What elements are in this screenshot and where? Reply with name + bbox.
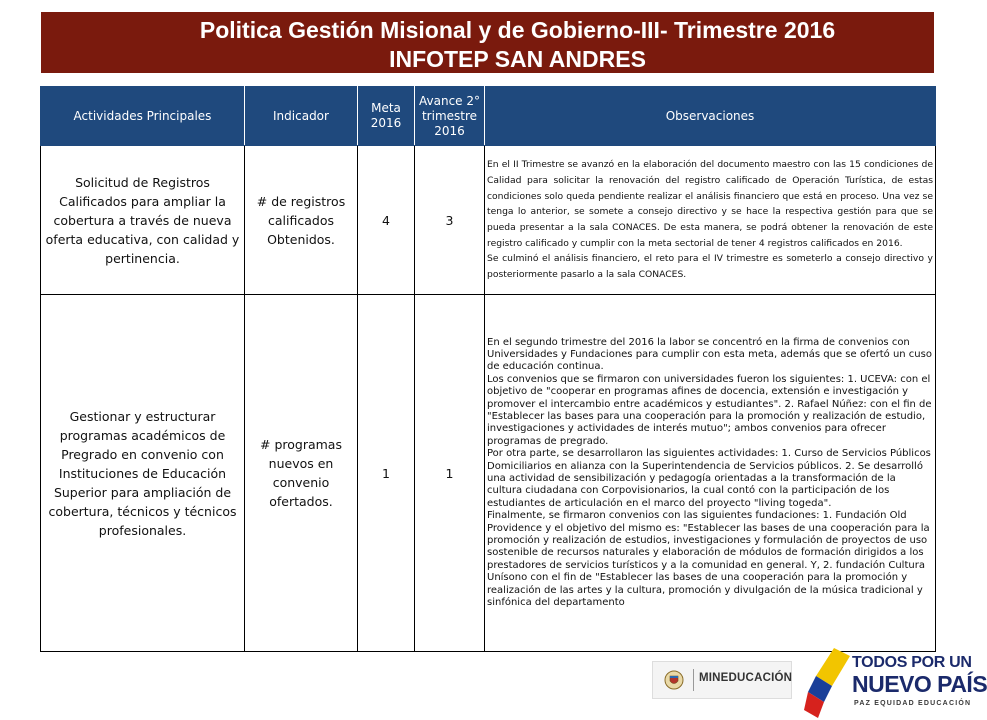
observation-paragraph: En el II Trimestre se avanzó en la elaboración del documento maestro con las 15 condiciones de Calidad para solicitar la renovación del registro calificado de Operación Turística, de estas condiciones solo queda pendiente realizar el análisis financiero que está en proceso. Una vez se tenga lo anterior, se somete a consejo directivo y se hace la respectiva gestión para que se pueda presentar a la sala CONACES. De esta manera, se podrá obtener la renovación de este registro calificado y cumplir con la meta sectorial de tener 4 registros calificados en 2016. [487,159,933,249]
cell-indicador: # programas nuevos en convenio ofertados. [245,295,358,652]
mineducacion-logo [652,661,792,699]
title-banner [41,12,934,73]
cell-observaciones [485,146,936,295]
todos-line3: PAZ EQUIDAD EDUCACIÓN [854,700,972,707]
activities-table [40,86,936,652]
page-subtitle: INFOTEP SAN ANDRES [389,46,646,72]
cell-meta: 1 [358,295,415,652]
mineducacion-label: MINEDUCACIÓN [699,672,793,684]
observation-paragraph: Por otra parte, se desarrollaron las siguientes actividades: 1. Curso de Servicios Públicos Domiciliarios en alianza con la Superintendencia de Servicios públicos. 2. Se desarrolló una actividad de sensibilización y pedagogía orientadas a la transformación de la cultura ciudadana con Corpovisionarios, la cual contó con la participación de los estudiantes de articulación en el marco del proyecto "living togeda". [487,448,931,509]
observation-paragraph: Los convenios que se firmaron con universidades fueron los siguientes: 1. UCEVA: con el objetivo de "cooperar en programas afines de docencia, extensión e investigación y promover el intercambio entre académicos y estudiantes". 2. Rafael Núñez: con el fin de "Establecer las bases para una cooperación para la promoción y realización de estudio, investigaciones y actividades de interés mutuo"; ambos convenios para ofrecer programas de pregrado. [487,373,932,447]
cell-observaciones [485,295,936,652]
cell-avance: 1 [415,295,485,652]
table-row [41,295,936,652]
logo-divider [693,669,694,691]
todos-por-un-nuevo-pais-logo [804,646,987,720]
page-title: Politica Gestión Misional y de Gobierno-III- Trimestre 2016 [199,17,836,43]
col-header-meta: Meta 2016 [358,87,415,146]
observation-paragraph: Se culminó el análisis financiero, el reto para el IV trimestre es someterlo a consejo directivo y posteriormente pasarlo a la sala CONACES. [487,253,933,281]
table-header-row [41,87,936,146]
observation-paragraph: En el segundo trimestre del 2016 la labor se concentró en la firma de convenios con Universidades y Fundaciones para cumplir con esta meta, además que se ofertó un cuso de educación continua. [487,336,932,373]
col-header-observaciones: Observaciones [485,87,936,146]
col-header-avance: Avance 2° trimestre 2016 [415,87,485,146]
col-header-indicador: Indicador [245,87,358,146]
observation-paragraph: Finalmente, se firmaron convenios con las siguientes fundaciones: 1. Fundación Old Providence y el objetivo del mismo es: "Establecer las bases de una cooperación para la promoción y realización de estudios, investigaciones y formulación de proyectos de uso sostenible de recursos naturales y elaboración de módulos de formación dirigidos a los prestadores de servicios turísticos y a la comunidad en general. Y, 2. fundación Cultura Unísono con el fin de "Establecer las bases de una cooperación para la promoción y realización de las artes y la cultura, promoción y divulgación de la música tradicional y sinfónica del departamento [487,510,930,609]
cell-actividad: Solicitud de Registros Calificados para ampliar la cobertura a través de nueva oferta educativa, con calidad y pertinencia. [41,146,245,295]
col-header-actividades: Actividades Principales [41,87,245,146]
todos-line1: TODOS POR UN [852,654,972,671]
cell-avance: 3 [415,146,485,295]
cell-indicador: # de registros calificados Obtenidos. [245,146,358,295]
cell-actividad: Gestionar y estructurar programas académicos de Pregrado en convenio con Instituciones de Educación Superior para ampliación de cobertura, técnicos y técnicos profesionales. [41,295,245,652]
cell-meta: 4 [358,146,415,295]
colombia-flag-icon [804,646,854,720]
todos-line2: NUEVO PAÍS [852,671,987,697]
coat-of-arms-icon [664,670,684,690]
table-row [41,146,936,295]
